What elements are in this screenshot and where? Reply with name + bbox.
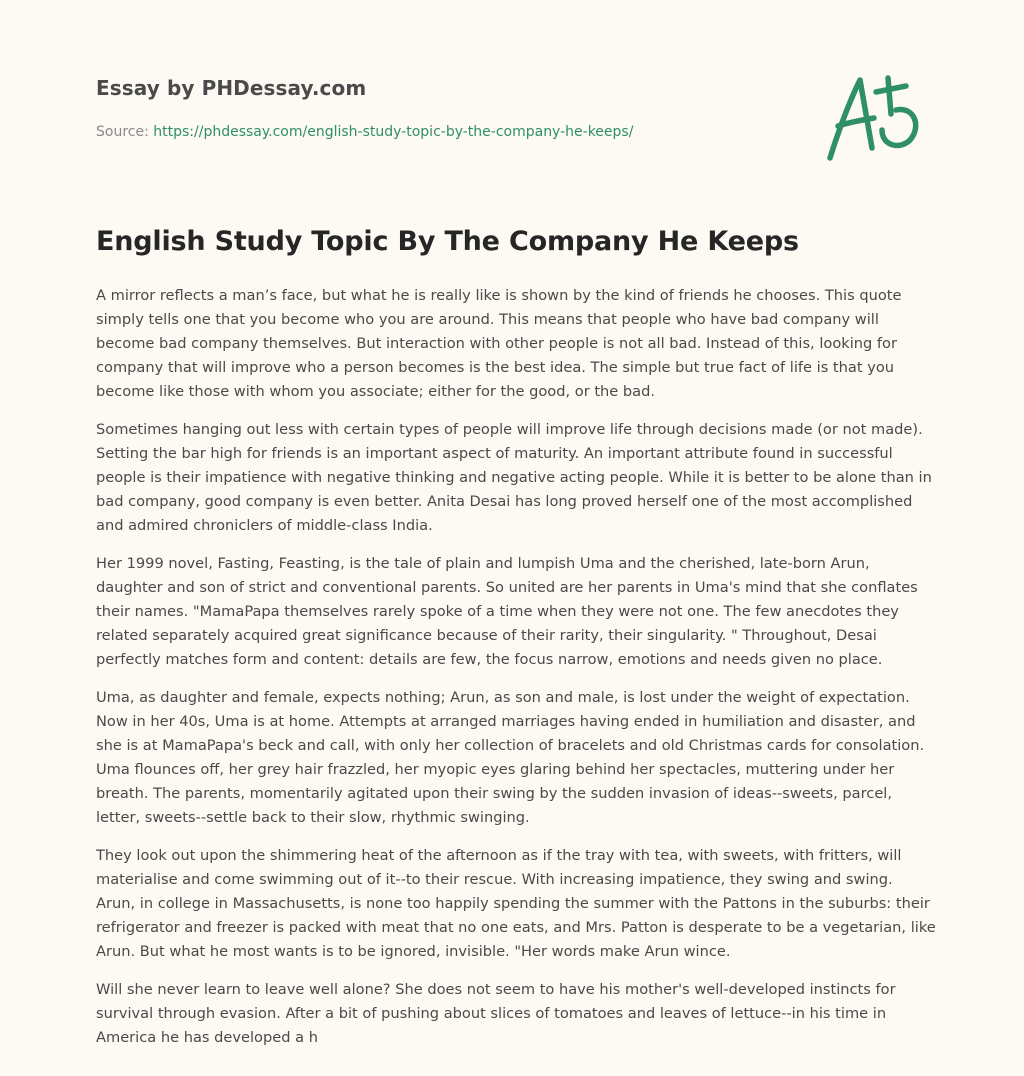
essay-body [96, 284, 936, 1064]
essay-paragraph: Will she never learn to leave well alone? She does not seem to have his mother's well-developed instincts for survival through evasion. After a bit of pushing about slices of tomatoes and leaves of lettuce--in his time in America he has developed a h [96, 981, 896, 1046]
site-brand: Essay by PHDessay.com [96, 76, 367, 100]
source-link[interactable]: https://phdessay.com/english-study-topic-by-the-company-he-keeps/ [153, 124, 634, 140]
a-plus-logo-icon [818, 66, 930, 166]
essay-paragraph: They look out upon the shimmering heat of the afternoon as if the tray with tea, with sweets, with fritters, will materialise and come swimming out of it--to their rescue. With increasing impatience, they swing and swing. Arun, in college in Massachusetts, is none too happily spending the summer with the Pattons in the suburbs: their refrigerator and freezer is packed with meat that no one eats, and Mrs. Patton is desperate to be a vegetarian, like Arun. But what he most wants is to be ignored, invisible. "Her words make Arun wince. [96, 847, 936, 960]
source-line [96, 124, 633, 140]
essay-paragraph: Sometimes hanging out less with certain types of people will improve life through decisions made (or not made). Setting the bar high for friends is an important aspect of maturity. An important attribute found in successful people is their impatience with negative thinking and negative acting people. While it is better to be alone than in bad company, good company is even better. Anita Desai has long proved herself one of the most accomplished and admired chroniclers of middle-class India. [96, 421, 932, 534]
essay-paragraph: Her 1999 novel, Fasting, Feasting, is the tale of plain and lumpish Uma and the cherished, late-born Arun, daughter and son of strict and conventional parents. So united are her parents in Uma's mind that she conflates their names. "MamaPapa themselves rarely spoke of a time when they were not one. The few anecdotes they related separately acquired great significance because of their rarity, their singularity. " Throughout, Desai perfectly matches form and content: details are few, the focus narrow, emotions and needs given no place. [96, 555, 918, 668]
essay-title: English Study Topic By The Company He Keeps [96, 226, 799, 257]
essay-paragraph: Uma, as daughter and female, expects nothing; Arun, as son and male, is lost under the weight of expectation. Now in her 40s, Uma is at home. Attempts at arranged marriages having ended in humiliation and disaster, and she is at MamaPapa's beck and call, with only her collection of bracelets and old Christmas cards for consolation. Uma flounces off, her grey hair frazzled, her myopic eyes glaring behind her spectacles, muttering under her breath. The parents, momentarily agitated upon their swing by the sudden invasion of ideas--sweets, parcel, letter, sweets--settle back to their slow, rhythmic swinging. [96, 689, 925, 826]
source-label: Source: [96, 124, 154, 140]
essay-paragraph: A mirror reflects a man’s face, but what he is really like is shown by the kind of friends he chooses. This quote simply tells one that you become who you are around. This means that people who have bad company will become bad company themselves. But interaction with other people is not all bad. Instead of this, looking for company that will improve who a person becomes is the best idea. The simple but true fact of life is that you become like those with whom you associate; either for the good, or the bad. [96, 287, 902, 400]
